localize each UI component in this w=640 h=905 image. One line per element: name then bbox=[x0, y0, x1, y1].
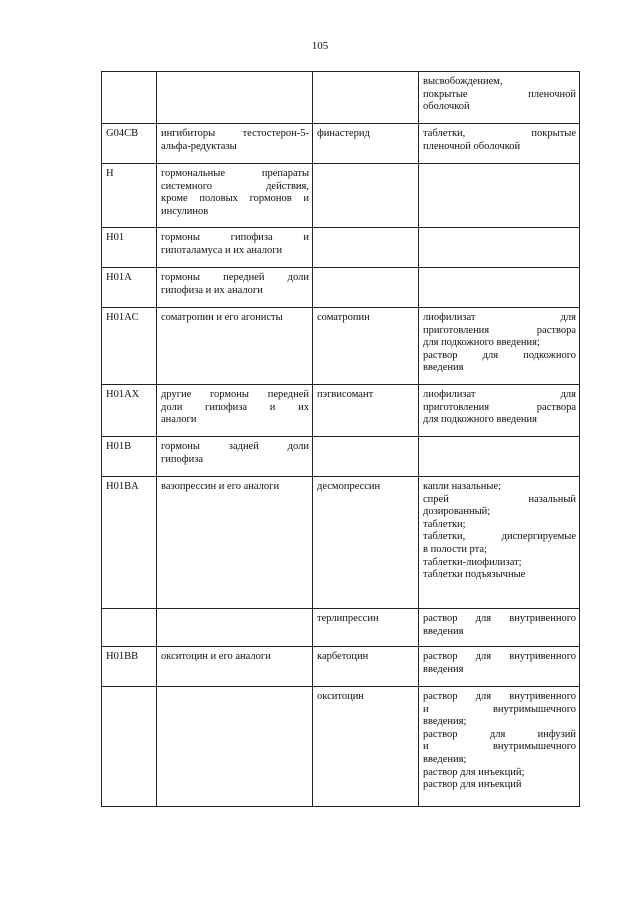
anatomical-therapeutic-group-cell bbox=[157, 437, 313, 477]
group-text-line: соматропин и его агонисты bbox=[161, 312, 283, 323]
atc-code-cell: H01BB bbox=[102, 647, 157, 687]
atc-code-cell: H bbox=[102, 164, 157, 228]
dosage-form-text-line: таблетки подъязычные bbox=[423, 569, 526, 581]
dosage-form-text-line: оболочкой bbox=[423, 101, 470, 113]
table-row bbox=[102, 647, 580, 687]
dosage-form-text-line: раствор для внутривенного bbox=[423, 691, 576, 702]
group-text-line: ингибиторы тестостерон-5- bbox=[161, 128, 309, 139]
dosage-form-cell bbox=[419, 308, 580, 385]
dosage-form-cell bbox=[419, 268, 580, 308]
dosage-form-cell bbox=[419, 437, 580, 477]
anatomical-therapeutic-group-cell bbox=[157, 228, 313, 268]
dosage-form-text-line: приготовления раствора bbox=[423, 324, 576, 336]
drug-name-cell bbox=[313, 164, 419, 228]
dosage-form-text-line: лиофилизат для bbox=[423, 389, 576, 400]
anatomical-therapeutic-group-cell bbox=[157, 647, 313, 687]
atc-code-cell: H01B bbox=[102, 437, 157, 477]
dosage-form-cell bbox=[419, 385, 580, 437]
dosage-form-cell bbox=[419, 164, 580, 228]
drug-name-cell bbox=[313, 437, 419, 477]
group-text-line: вазопрессин и его аналоги bbox=[161, 481, 280, 492]
group-text-line: инсулинов bbox=[161, 205, 209, 217]
anatomical-therapeutic-group-cell bbox=[157, 385, 313, 437]
table-row bbox=[102, 308, 580, 385]
anatomical-therapeutic-group-cell bbox=[157, 124, 313, 164]
dosage-form-text-line: раствор для инъекций bbox=[423, 779, 522, 791]
drug-name-cell bbox=[313, 228, 419, 268]
group-text-line: альфа-редуктазы bbox=[161, 140, 237, 152]
table-row bbox=[102, 687, 580, 807]
table-row bbox=[102, 124, 580, 164]
table-row bbox=[102, 609, 580, 647]
dosage-form-cell bbox=[419, 72, 580, 124]
anatomical-therapeutic-group-cell bbox=[157, 308, 313, 385]
atc-code-cell: H01AC bbox=[102, 308, 157, 385]
dosage-form-text-line: покрытые пленочной bbox=[423, 88, 576, 100]
group-text-line: аналоги bbox=[161, 414, 197, 426]
dosage-form-text-line: высвобождением, bbox=[423, 76, 503, 87]
dosage-form-text-line: введения bbox=[423, 663, 464, 675]
atc-code-cell: G04CB bbox=[102, 124, 157, 164]
dosage-form-cell bbox=[419, 687, 580, 807]
anatomical-therapeutic-group-cell bbox=[157, 687, 313, 807]
dosage-form-text-line: капли назальные; bbox=[423, 481, 502, 492]
dosage-form-text-line: приготовления раствора bbox=[423, 401, 576, 413]
anatomical-therapeutic-group-cell bbox=[157, 609, 313, 647]
drug-name-cell bbox=[313, 72, 419, 124]
group-text-line: гормоны задней доли bbox=[161, 441, 309, 452]
dosage-form-text-line: таблетки; bbox=[423, 518, 466, 530]
group-text-line: гормональные препараты bbox=[161, 168, 309, 179]
dosage-form-cell bbox=[419, 228, 580, 268]
atc-code-cell bbox=[102, 609, 157, 647]
drug-name-cell: финастерид bbox=[313, 124, 419, 164]
dosage-form-text-line: раствор для подкожного bbox=[423, 349, 576, 361]
dosage-form-text-line: раствор для инъекций; bbox=[423, 766, 525, 778]
dosage-form-text-line: спрей назальный bbox=[423, 493, 576, 505]
drug-name-cell: карбетоцин bbox=[313, 647, 419, 687]
dosage-form-text-line: таблетки-лиофилизат; bbox=[423, 556, 522, 568]
atc-code-cell bbox=[102, 72, 157, 124]
dosage-form-text-line: пленочной оболочкой bbox=[423, 140, 521, 152]
dosage-form-text-line: раствор для внутривенного bbox=[423, 651, 576, 662]
atc-code-cell bbox=[102, 687, 157, 807]
table-row bbox=[102, 164, 580, 228]
dosage-form-text-line: таблетки, покрытые bbox=[423, 128, 576, 139]
drug-name-cell: пэгвисомант bbox=[313, 385, 419, 437]
group-text-line: гипофиза и их аналоги bbox=[161, 284, 263, 296]
anatomical-therapeutic-group-cell bbox=[157, 477, 313, 609]
group-text-line: доли гипофиза и их bbox=[161, 401, 309, 413]
group-text-line: другие гормоны передней bbox=[161, 389, 309, 400]
drug-name-cell bbox=[313, 268, 419, 308]
drug-name-cell: соматропин bbox=[313, 308, 419, 385]
drug-name-cell: окситоцин bbox=[313, 687, 419, 807]
anatomical-therapeutic-group-cell bbox=[157, 72, 313, 124]
group-text-line: кроме половых гормонов и bbox=[161, 193, 309, 205]
dosage-form-text-line: для подкожного введения; bbox=[423, 337, 540, 349]
dosage-form-cell bbox=[419, 477, 580, 609]
anatomical-therapeutic-group-cell bbox=[157, 164, 313, 228]
group-text-line: гипоталамуса и их аналоги bbox=[161, 244, 283, 256]
drug-classification-table bbox=[101, 71, 580, 807]
group-text-line: гипофиза bbox=[161, 453, 204, 465]
drug-name-cell: десмопрессин bbox=[313, 477, 419, 609]
dosage-form-text-line: введения; bbox=[423, 716, 467, 728]
table-row bbox=[102, 72, 580, 124]
dosage-form-text-line: дозированный; bbox=[423, 506, 491, 518]
dosage-form-text-line: таблетки, диспергируемые bbox=[423, 531, 576, 543]
group-text-line: окситоцин и его аналоги bbox=[161, 651, 271, 662]
dosage-form-text-line: и внутримышечного bbox=[423, 741, 576, 753]
atc-code-cell: H01 bbox=[102, 228, 157, 268]
atc-code-cell: H01AX bbox=[102, 385, 157, 437]
group-text-line: системного действия, bbox=[161, 180, 309, 192]
dosage-form-text-line: для подкожного введения bbox=[423, 414, 537, 426]
dosage-form-text-line: введения bbox=[423, 625, 464, 637]
table-row bbox=[102, 228, 580, 268]
dosage-form-text-line: введения bbox=[423, 362, 464, 374]
table-row bbox=[102, 477, 580, 609]
dosage-form-text-line: в полости рта; bbox=[423, 543, 487, 555]
group-text-line: гормоны передней доли bbox=[161, 272, 309, 283]
group-text-line: гормоны гипофиза и bbox=[161, 232, 309, 243]
table-row bbox=[102, 268, 580, 308]
dosage-form-cell bbox=[419, 647, 580, 687]
dosage-form-text-line: раствор для внутривенного bbox=[423, 613, 576, 624]
dosage-form-cell bbox=[419, 609, 580, 647]
page-number: 105 bbox=[311, 40, 329, 52]
drug-name-cell: терлипрессин bbox=[313, 609, 419, 647]
dosage-form-text-line: раствор для инфузий bbox=[423, 728, 576, 740]
dosage-form-text-line: введения; bbox=[423, 753, 467, 765]
dosage-form-text-line: и внутримышечного bbox=[423, 703, 576, 715]
anatomical-therapeutic-group-cell bbox=[157, 268, 313, 308]
table-row bbox=[102, 385, 580, 437]
dosage-form-cell bbox=[419, 124, 580, 164]
atc-code-cell: H01A bbox=[102, 268, 157, 308]
table-row bbox=[102, 437, 580, 477]
dosage-form-text-line: лиофилизат для bbox=[423, 312, 576, 323]
atc-code-cell: H01BA bbox=[102, 477, 157, 609]
